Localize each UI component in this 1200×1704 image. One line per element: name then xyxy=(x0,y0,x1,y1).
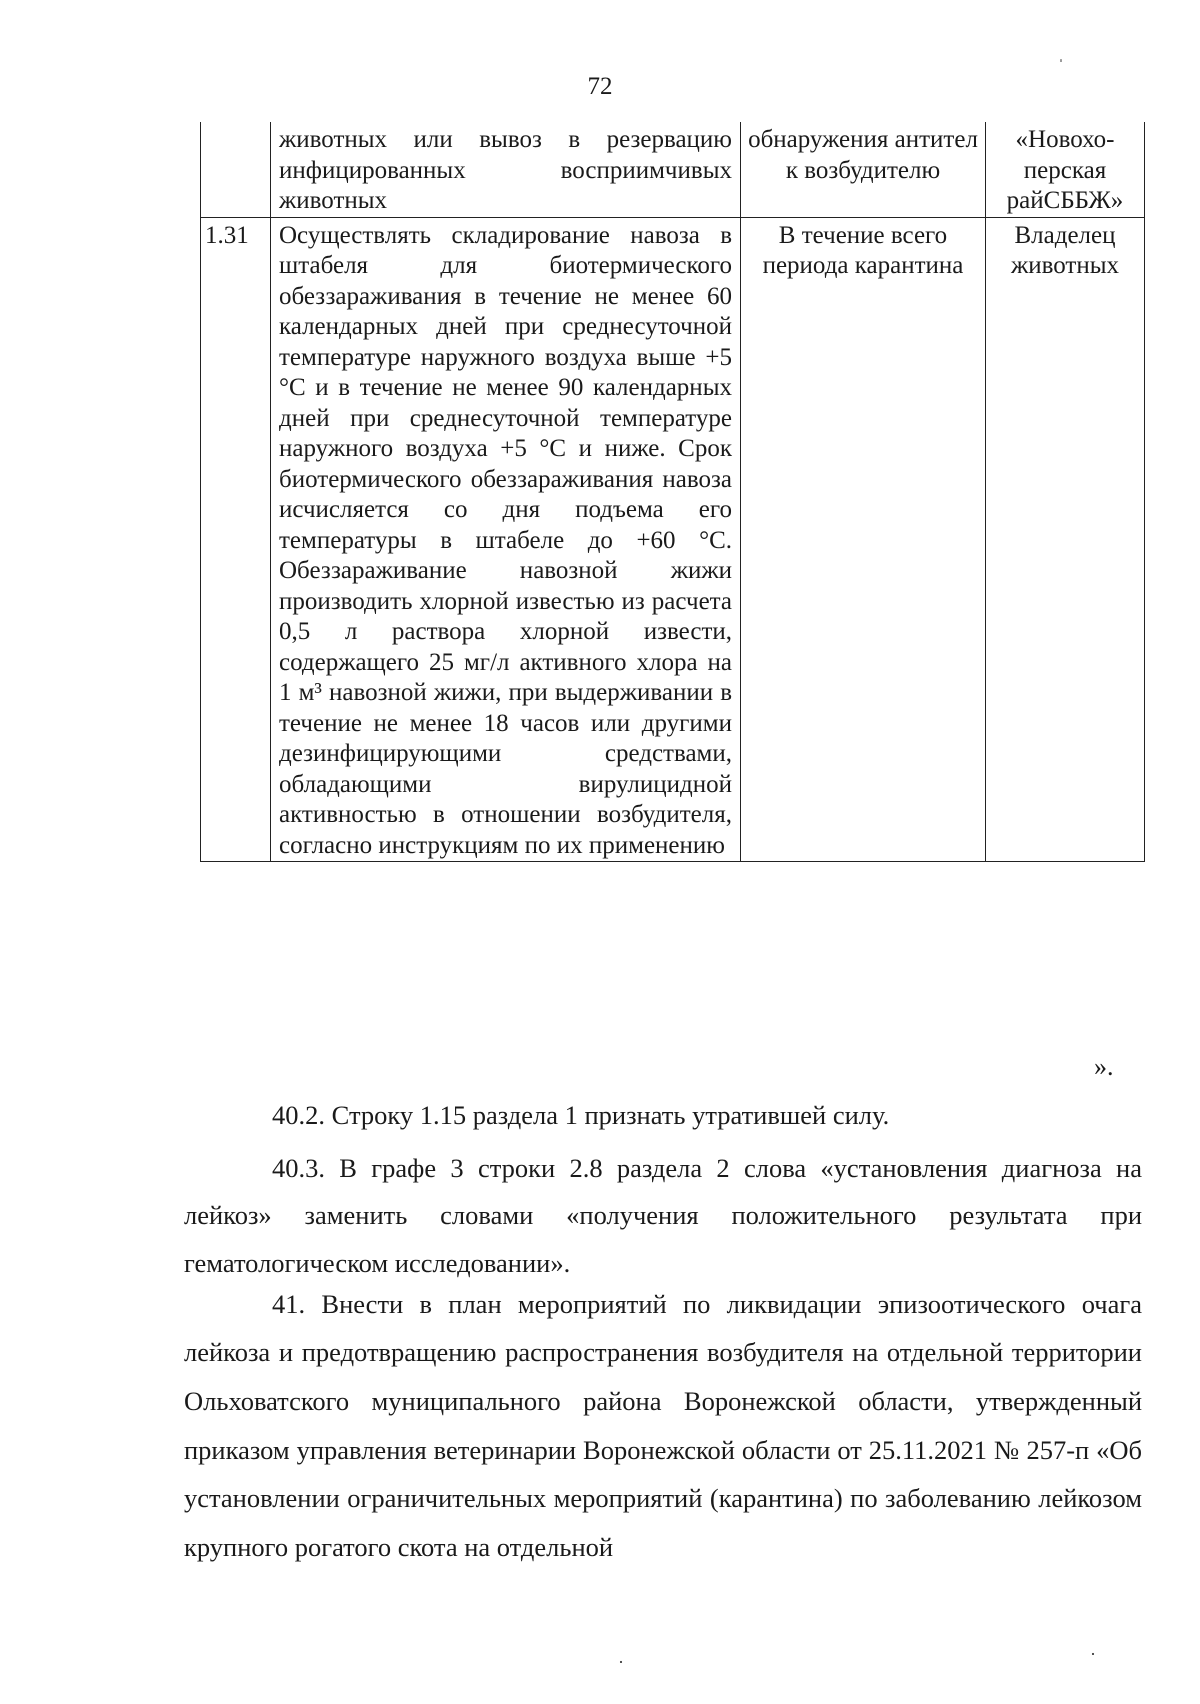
scan-mark: · xyxy=(1090,1644,1096,1664)
table-row xyxy=(201,122,1145,217)
row-number-cell xyxy=(201,122,271,217)
row-number-cell: 1.31 xyxy=(201,217,271,862)
scan-mark: · xyxy=(618,1652,624,1672)
paragraph-40-2: 40.2. Строку 1.15 раздела 1 признать утратившей силу. xyxy=(272,1099,890,1130)
responsible-cell: «Новохо-перская райСББЖ» xyxy=(986,122,1145,217)
closing-quote: ». xyxy=(1094,1052,1114,1081)
paragraph-41: 41. Внести в план мероприятий по ликвидации эпизоотического очага лейкоза и предотвращению распространения возбудителя на отдельной территории Ольховатского муниципального района Воронежской области, утвержденный приказом управления ветеринарии Воронежской области от 25.11.2021 № 257-п «Об установлении ограничительных мероприятий (карантина) по заболеванию лейкозом крупного рогатого скота на отдельной xyxy=(184,1288,1142,1563)
paragraph-40-3: 40.3. В графе 3 строки 2.8 раздела 2 слова «установления диагноза на лейкоз» заменить словами «получения положительного результата при гематологическом исследовании». xyxy=(184,1152,1142,1278)
deadline-cell: обнаружения антител к возбудителю xyxy=(741,122,986,217)
scan-mark: ˌ xyxy=(1058,42,1064,62)
measure-text-cell: Осуществлять складирование навоза в штабеля для биотермического обеззараживания в течение не менее 60 календарных дней при среднесуточной температуре наружного воздуха выше +5 °С и в течение не менее 90 календарных дней при среднесуточной температуре наружного воздуха +5 °С и ниже. Срок биотермического обеззараживания навоза исчисляется со дня подъема его температуры в штабеле до +60 °С. Обеззараживание навозной жижи производить хлорной известью из расчета 0,5 л раствора хлорной извести, содержащего 25 мг/л активного хлора на 1 м³ навозной жижи, при выдерживании в течение не менее 18 часов или другими дезинфицирующими средствами, обладающими вирулицидной активностью в отношении возбудителя, согласно инструкциям по их применению xyxy=(271,217,741,862)
responsible-cell: Владелец животных xyxy=(986,217,1145,862)
measure-text-cell: животных или вывоз в резервацию инфицированных восприимчивых животных xyxy=(271,122,741,217)
page-number: 72 xyxy=(587,73,613,100)
table-row xyxy=(201,217,1145,862)
deadline-cell: В течение всего периода карантина xyxy=(741,217,986,862)
measures-table xyxy=(200,122,1145,862)
